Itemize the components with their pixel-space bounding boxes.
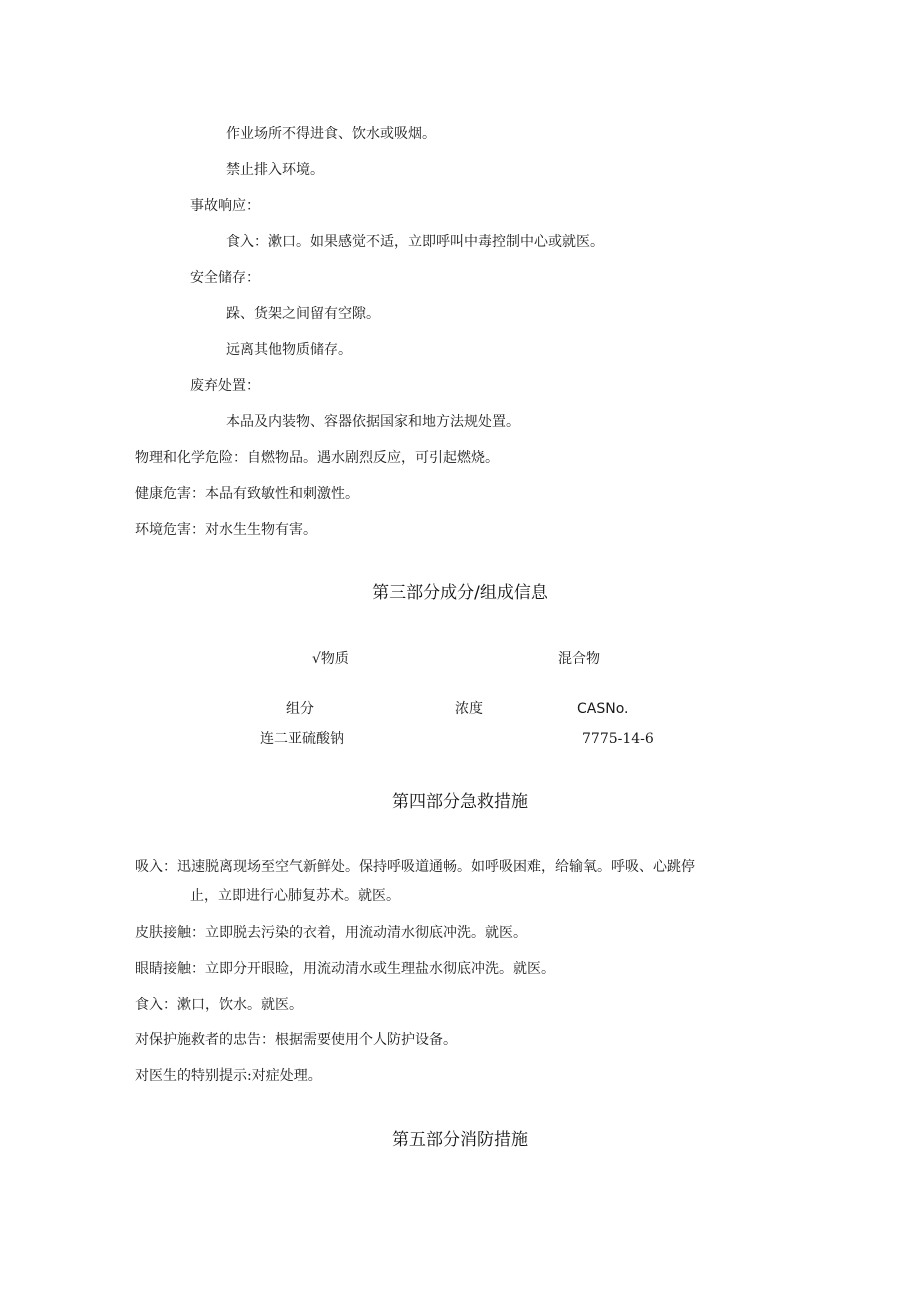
substance-option: √物质: [312, 651, 349, 667]
safe-storage-label: 安全储存：: [190, 270, 260, 286]
disposal-label: 废弃处置：: [190, 378, 260, 394]
table-cell-cas: 7775-14-6: [582, 731, 654, 747]
precaution-no-eating: 作业场所不得进食、饮水或吸烟。: [226, 126, 436, 142]
precaution-storage-separate: 远离其他物质储存。: [226, 342, 352, 358]
first-aid-doctor-note: 对医生的特别提示:对症处理。: [135, 1068, 322, 1084]
first-aid-rescuer-advice: 对保护施救者的忠告：根据需要使用个人防护设备。: [135, 1032, 457, 1048]
first-aid-skin-contact: 皮肤接触：立即脱去污染的衣着，用流动清水彻底冲洗。就医。: [135, 925, 527, 941]
precaution-ingestion-response: 食入：漱口。如果感觉不适，立即呼叫中毒控制中心或就医。: [226, 234, 604, 250]
first-aid-ingestion: 食入：漱口，饮水。就医。: [135, 997, 303, 1013]
table-header-cas: CASNo.: [577, 701, 629, 717]
first-aid-inhalation-line2: 止，立即进行心肺复苏术。就医。: [190, 888, 400, 904]
mixture-option: 混合物: [558, 651, 600, 667]
first-aid-inhalation-line1: 吸入：迅速脱离现场至空气新鲜处。保持呼吸道通畅。如呼吸困难，给输氧。呼吸、心跳停: [135, 859, 695, 875]
section5-title: 第五部分消防措施: [392, 1130, 528, 1150]
environment-hazard: 环境危害：对水生生物有害。: [135, 522, 317, 538]
first-aid-eye-contact: 眼睛接触：立即分开眼睑，用流动清水或生理盐水彻底冲洗。就医。: [135, 961, 555, 977]
table-cell-component: 连二亚硫酸钠: [260, 731, 344, 747]
precaution-no-discharge: 禁止排入环境。: [226, 162, 324, 178]
accident-response-label: 事故响应：: [190, 198, 260, 214]
physical-chemical-hazard: 物理和化学危险：自燃物品。遇水剧烈反应，可引起燃烧。: [135, 450, 499, 466]
section3-title: 第三部分成分/组成信息: [372, 583, 548, 603]
health-hazard: 健康危害：本品有致敏性和刺激性。: [135, 486, 359, 502]
precaution-storage-gap: 跺、货架之间留有空隙。: [226, 306, 380, 322]
table-header-component: 组分: [286, 701, 314, 717]
table-header-concentration: 浓度: [455, 701, 483, 717]
precaution-disposal: 本品及内装物、容器依据国家和地方法规处置。: [226, 414, 520, 430]
section4-title: 第四部分急救措施: [392, 792, 528, 812]
